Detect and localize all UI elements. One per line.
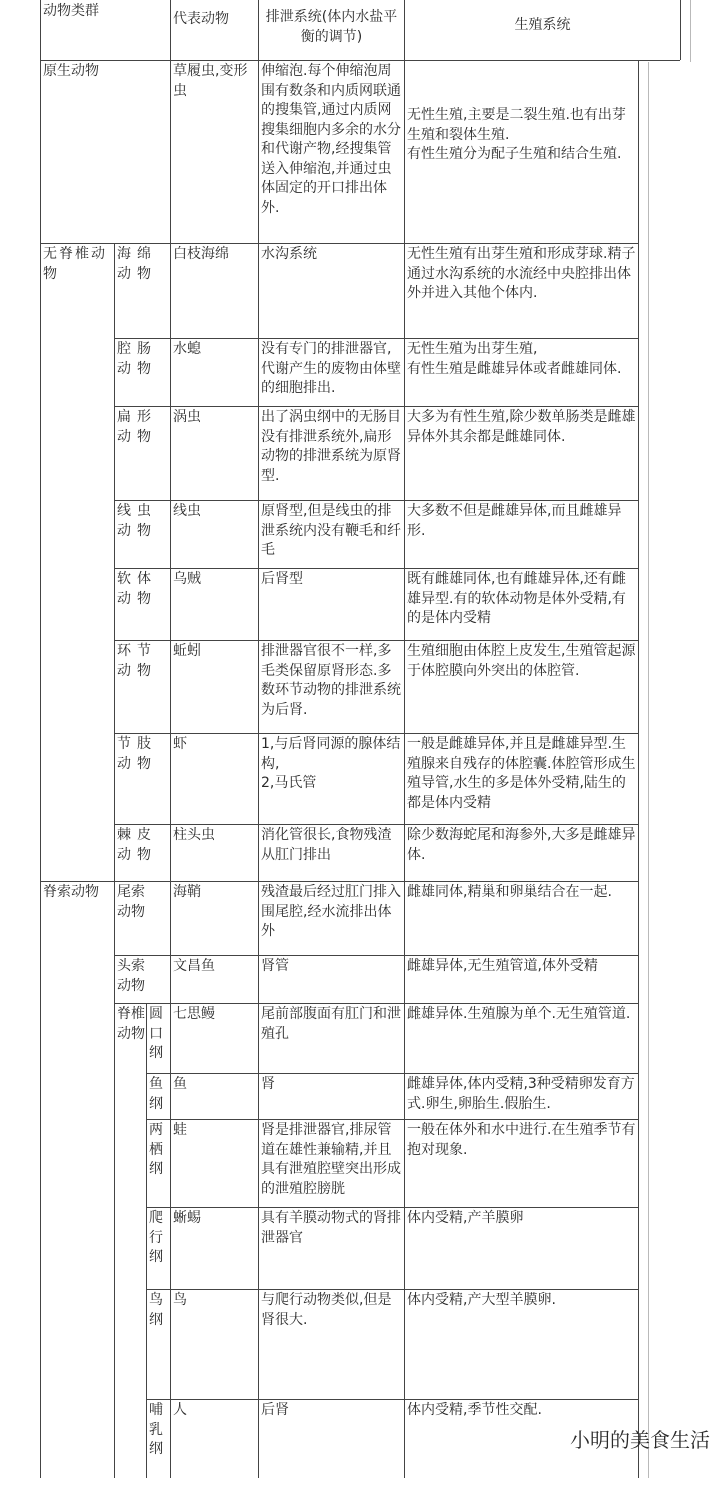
subgroup-cell: 海绵动物	[117, 246, 157, 282]
excretory-cell: 肾	[261, 1076, 275, 1092]
header-excretory: 排泄系统(体内水盐平衡的调节)	[265, 9, 398, 45]
class-cell: 两栖纲	[149, 1122, 163, 1177]
reproductive-cell: 生殖细胞由体腔上皮发生,生殖管起源于体腔膜向外突出的体腔管.	[407, 643, 636, 679]
class-cell: 哺乳纲	[149, 1402, 163, 1457]
reproductive-cell: 无性生殖为出芽生殖, 有性生殖是雌雄异体或者雌雄同体.	[407, 341, 622, 377]
excretory-cell: 肾是排泄器官,排尿管道在雄性兼输精,并且具有泄殖腔壁突出形成的泄殖腔膀胱	[261, 1122, 401, 1197]
animal-cell: 白枝海绵	[173, 246, 229, 262]
animal-cell: 虾	[173, 736, 187, 752]
animal-cell: 蚯蚓	[173, 643, 201, 659]
animal-cell: 海鞘	[173, 884, 201, 900]
animal-cell: 蜥蜴	[173, 1210, 201, 1226]
header-reproductive: 生殖系统	[514, 17, 571, 33]
subgroup-cell: 扁形动物	[117, 409, 157, 445]
excretory-cell: 原肾型,但是线虫的排泄系统内没有鞭毛和纤毛	[261, 503, 401, 558]
animal-cell: 柱头虫	[173, 827, 215, 843]
reproductive-cell: 体内受精,产羊膜卵	[407, 1210, 524, 1226]
excretory-cell: 后肾型	[261, 571, 303, 587]
excretory-cell: 与爬行动物类似,但是肾很大.	[261, 1292, 392, 1328]
subgroup-cell: 腔肠动物	[117, 341, 157, 377]
animal-cell: 蛙	[173, 1122, 187, 1138]
subgroup-cell: 节肢动物	[117, 736, 157, 772]
reproductive-cell: 无性生殖,主要是二裂生殖.也有出芽生殖和裂体生殖. 有性生殖分为配子生殖和结合生殖.	[407, 107, 626, 162]
subgroup-cell: 棘皮动物	[117, 827, 157, 863]
animal-cell: 线虫	[173, 503, 201, 519]
excretory-cell: 消化管很长,食物残渣从肛门排出	[261, 827, 392, 863]
reproductive-cell: 雌雄异体.生殖腺为单个.无生殖管道.	[407, 1006, 631, 1022]
excretory-cell: 水沟系统	[261, 246, 317, 262]
reproductive-cell: 雌雄同体,精巢和卵巢结合在一起.	[407, 884, 612, 900]
reproductive-cell: 大多数不但是雌雄异体,而且雌雄异形.	[407, 503, 622, 539]
class-cell: 鱼纲	[149, 1076, 163, 1112]
animal-cell: 七思鳗	[173, 1006, 215, 1022]
watermark-text: 小明的美食生活	[570, 1428, 710, 1452]
reproductive-cell: 雌雄异体,无生殖管道,体外受精	[407, 958, 598, 974]
subgroup-cell: 软体动物	[117, 571, 157, 607]
animal-cell: 鸟	[173, 1292, 187, 1308]
reproductive-cell: 大多为有性生殖,除少数单肠类是雌雄异体外其余都是雌雄同体.	[407, 409, 636, 445]
animal-cell: 水螅	[173, 341, 201, 357]
subgroup-cell: 环节动物	[117, 643, 157, 679]
reproductive-cell: 雌雄异体,体内受精,3种受精卵发育方式.卵生,卵胎生.假胎生.	[407, 1076, 635, 1112]
class-cell: 鸟纲	[149, 1292, 163, 1328]
group-invertebrates: 无脊椎动物	[43, 246, 107, 282]
header-representative: 代表动物	[173, 11, 229, 27]
excretory-cell: 肾管	[261, 958, 289, 974]
excretory-cell: 尾前部腹面有肛门和泄殖孔	[261, 1006, 401, 1042]
class-cell: 爬行纲	[149, 1210, 163, 1265]
animal-cell: 涡虫	[173, 409, 201, 425]
group-chordates: 脊索动物	[43, 884, 99, 900]
excretory-cell: 出了涡虫纲中的无肠目没有排泄系统外,扁形动物的排泄系统为原肾型.	[261, 409, 401, 484]
animal-cell: 草履虫,变形虫	[173, 63, 248, 99]
subgroup-cell: 脊椎动物	[117, 1006, 145, 1042]
reproductive-cell: 一般在体外和水中进行.在生殖季节有抱对现象.	[407, 1122, 636, 1158]
excretory-cell: 残渣最后经过肛门排入围尾腔,经水流排出体外	[261, 884, 401, 939]
animal-cell: 鱼	[173, 1076, 187, 1092]
animal-cell: 文昌鱼	[173, 958, 215, 974]
excretory-cell: 具有羊膜动物式的肾排泄器官	[261, 1210, 401, 1246]
animal-cell: 人	[173, 1402, 187, 1418]
reproductive-cell: 体内受精,产大型羊膜卵.	[407, 1292, 556, 1308]
subgroup-cell: 尾索动物	[117, 884, 145, 920]
reproductive-cell: 除少数海蛇尾和海参外,大多是雌雄异体.	[407, 827, 636, 863]
class-cell: 圆口纲	[149, 1006, 163, 1061]
excretory-cell: 后肾	[261, 1402, 289, 1418]
excretory-cell: 没有专门的排泄器官,代谢产生的废物由体壁的细胞排出.	[261, 341, 401, 396]
reproductive-cell: 无性生殖有出芽生殖和形成芽球.精子通过水沟系统的水流经中央腔排出体外并进入其他个体内.	[407, 246, 636, 301]
excretory-cell: 1,与后肾同源的腺体结构, 2,马氏管	[261, 736, 401, 791]
excretory-cell: 排泄器官很不一样,多毛类保留原肾形态.多数环节动物的排泄系统为后肾.	[261, 643, 401, 718]
group-protozoa: 原生动物	[43, 63, 99, 79]
reproductive-cell: 既有雌雄同体,也有雌雄异体,还有雌雄异型.有的软体动物是体外受精,有的是体内受精	[407, 571, 626, 626]
subgroup-cell: 头索动物	[117, 958, 145, 994]
reproductive-cell: 体内受精,季节性交配.	[407, 1402, 542, 1418]
header-group: 动物类群	[43, 3, 99, 19]
subgroup-cell: 线虫动物	[117, 503, 157, 539]
excretory-cell: 伸缩泡.每个伸缩泡周围有数条和内质网联通的搜集管,通过内质网搜集细胞内多余的水分和代谢产物,经搜集管送入伸缩泡,并通过虫体固定的开口排出体外.	[261, 63, 401, 216]
reproductive-cell: 一般是雌雄异体,并且是雌雄异型.生殖腺来自残存的体腔囊.体腔管形成生殖导管,水生的多是体外受精,陆生的都是体内受精	[407, 736, 636, 811]
animal-cell: 乌贼	[173, 571, 201, 587]
